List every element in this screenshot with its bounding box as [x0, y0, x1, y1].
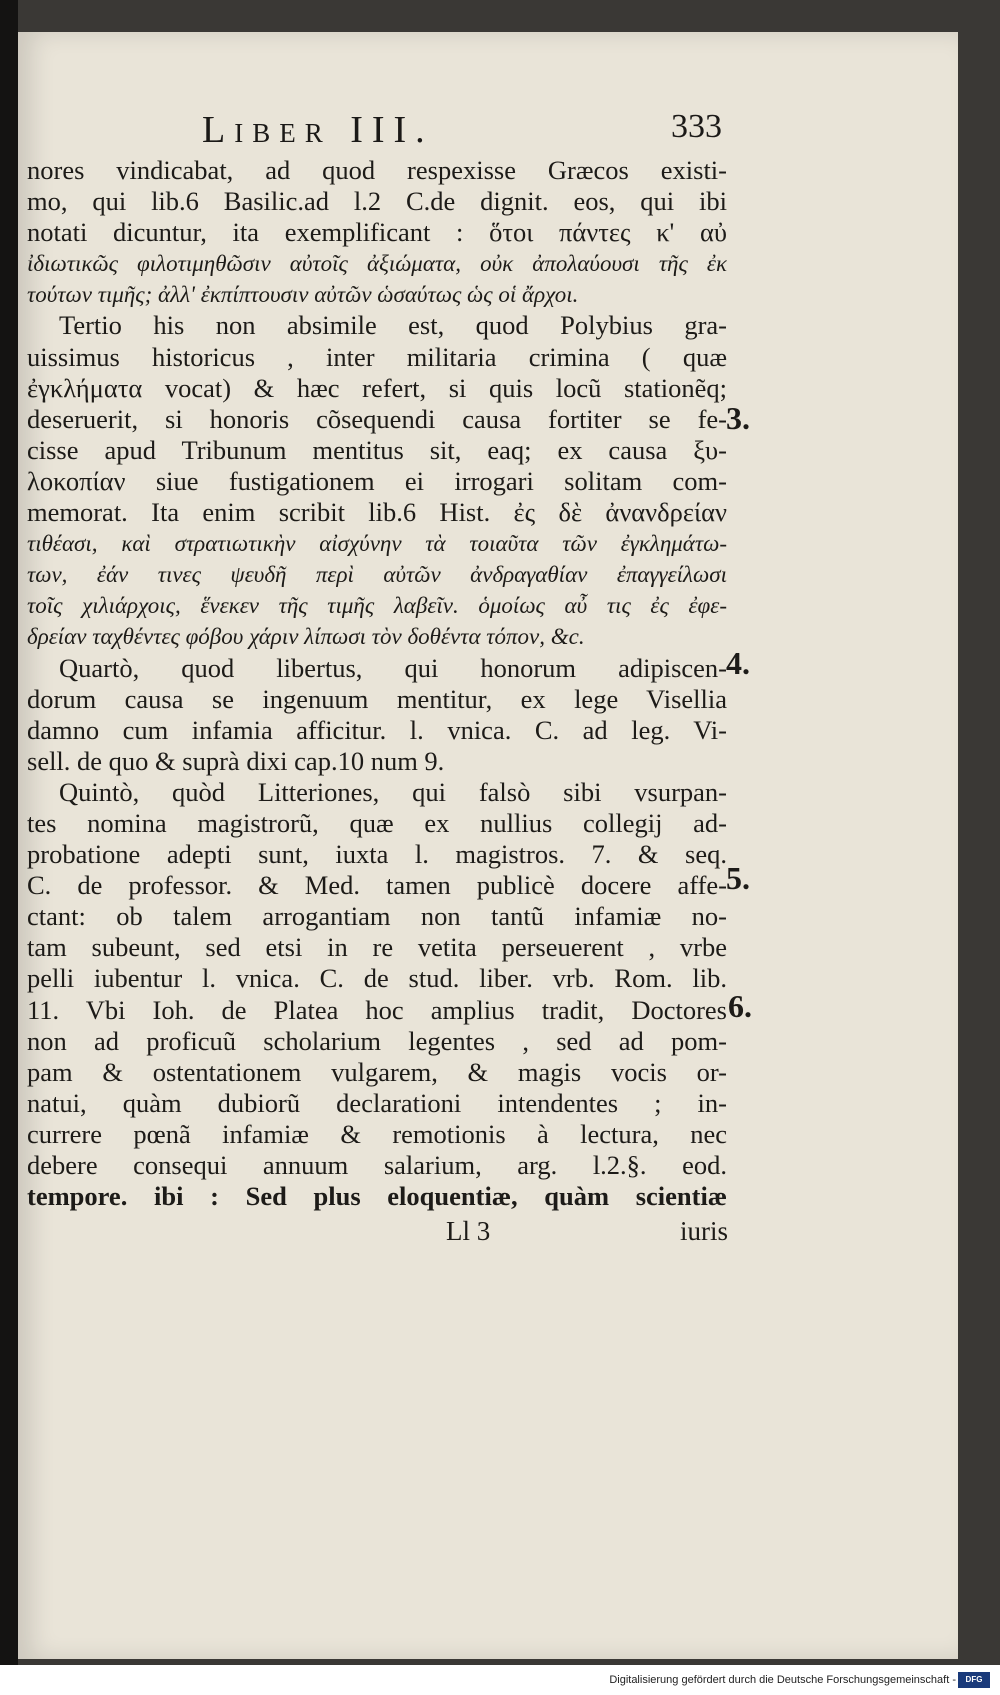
page-number: 333 — [671, 108, 722, 145]
text-line: natui, quàm dubiorũ declarationi intendentes ; in- — [27, 1087, 727, 1118]
page-header — [182, 108, 722, 158]
text-line: non ad proficuũ scholarium legentes , sed ad pom- — [27, 1025, 727, 1056]
text-line: ctant: ob talem arrogantiam non tantũ infamiæ no- — [27, 901, 727, 932]
text-line: tes nomina magistrorũ, quæ ex nullius collegij ad- — [27, 807, 727, 838]
text-line: των, ἐάν τινες ψευδῆ περὶ αὐτῶν ἀνδραγαθίαν ἐπαγγείλωσι — [27, 562, 727, 588]
text-line: pelli iubentur l. vnica. C. de stud. liber. vrb. Rom. lib. — [27, 963, 727, 994]
text-line: cisse apud Tribunum mentitus sit, eaq; ex causa ξυ- — [27, 434, 727, 465]
text-line: 11. Vbi Ioh. de Platea hoc amplius tradit, Doctores — [27, 994, 727, 1025]
text-line: Quartò, quod libertus, qui honorum adipiscen- — [59, 652, 727, 683]
text-line: τιθέασι, καὶ στρατιωτικὴν αἰσχύνην τὰ τοιαῦτα τῶν ἐγκλημάτω- — [27, 531, 727, 557]
text-line: probatione adepti sunt, iuxta l. magistros. 7. & seq. — [27, 839, 727, 870]
text-line: nores vindicabat, ad quod respexisse Græcos existi- — [27, 155, 727, 185]
text-line: ἐγκλήματα vocat) & hæc refert, si quis locũ stationẽq; — [27, 372, 727, 403]
text-line: debere consequi annuum salarium, arg. l.2.§. eod. — [27, 1150, 727, 1180]
text-line: uissimus historicus , inter militaria crimina ( quæ — [27, 341, 727, 372]
text-line: tempore. ibi : Sed plus eloquentiæ, quàm scientiæ — [27, 1181, 727, 1212]
text-line: C. de professor. & Med. tamen publicè docere affe- — [27, 870, 727, 901]
text-line: deseruerit, si honoris cõsequendi causa fortiter se fe- — [27, 403, 727, 434]
text-line: currere pœnã infamiæ & remotionis à lectura, nec — [27, 1118, 727, 1149]
text-line: dorum causa se ingenuum mentitur, ex lege Visellia — [27, 683, 727, 714]
text-line: δρείαν ταχθέντες φόβου χάριν λίπωσι τὸν δοθέντα τόπον, &c. — [27, 624, 585, 650]
dfg-logo-icon: DFG — [958, 1672, 990, 1688]
text-line: memorat. Ita enim scribit lib.6 Hist. ἐς δὲ ἀνανδρείαν — [27, 497, 727, 528]
text-line: τοῖς χιλιάρχοις, ἕνεκεν τῆς τιμῆς λαβεῖν. ὁμοίως αὖ τις ἐς ἐφε- — [27, 593, 727, 619]
margin-note: 6. — [728, 988, 752, 1024]
body-text — [27, 155, 727, 1212]
text-line: τούτων τιμῆς; ἀλλ' ἐκπίπτουσιν αὐτῶν ὡσαύτως ὡς οἱ ἄρχοι. — [27, 282, 579, 308]
text-line: sell. de quo & suprà dixi cap.10 num 9. — [27, 745, 445, 776]
text-line: damno cum infamia afficitur. l. vnica. C. ad leg. Vi- — [27, 714, 727, 745]
funding-credit: Digitalisierung gefördert durch die Deutsche Forschungsgemeinschaft - — [609, 1674, 956, 1686]
text-line: ἰδιωτικῶς φιλοτιμηθῶσιν αὐτοῖς ἀξιώματα, οὐκ ἀπολαύουσι τῆς ἐκ — [27, 251, 727, 277]
margin-note: 5. — [726, 860, 750, 896]
footer-bar — [0, 1665, 1000, 1695]
text-line: Tertio his non absimile est, quod Polybius gra- — [59, 310, 727, 341]
book-spine — [0, 0, 18, 1665]
text-line: tam subeunt, sed etsi in re vetita perseuerent , vrbe — [27, 932, 727, 963]
signature-line — [446, 1216, 728, 1250]
signature-mark: Ll 3 — [446, 1216, 491, 1246]
text-line: λοκοπίαν siue fustigationem ei irrogari solitam com- — [27, 465, 727, 496]
text-line: Quintò, quòd Litteriones, qui falsò sibi vsurpan- — [59, 776, 727, 807]
catchword: iuris — [679, 1216, 728, 1246]
text-line: pam & ostentationem vulgarem, & magis vocis or- — [27, 1056, 727, 1087]
margin-note: 3. — [726, 400, 750, 436]
running-title: Liber III. — [202, 109, 434, 151]
text-line: mo, qui lib.6 Basilic.ad l.2 C.de dignit. eos, qui ibi — [27, 186, 727, 217]
margin-note: 4. — [726, 645, 750, 681]
text-line: notati dicuntur, ita exemplificant : ὅτοι πάντες κ' αὐ — [27, 217, 727, 248]
